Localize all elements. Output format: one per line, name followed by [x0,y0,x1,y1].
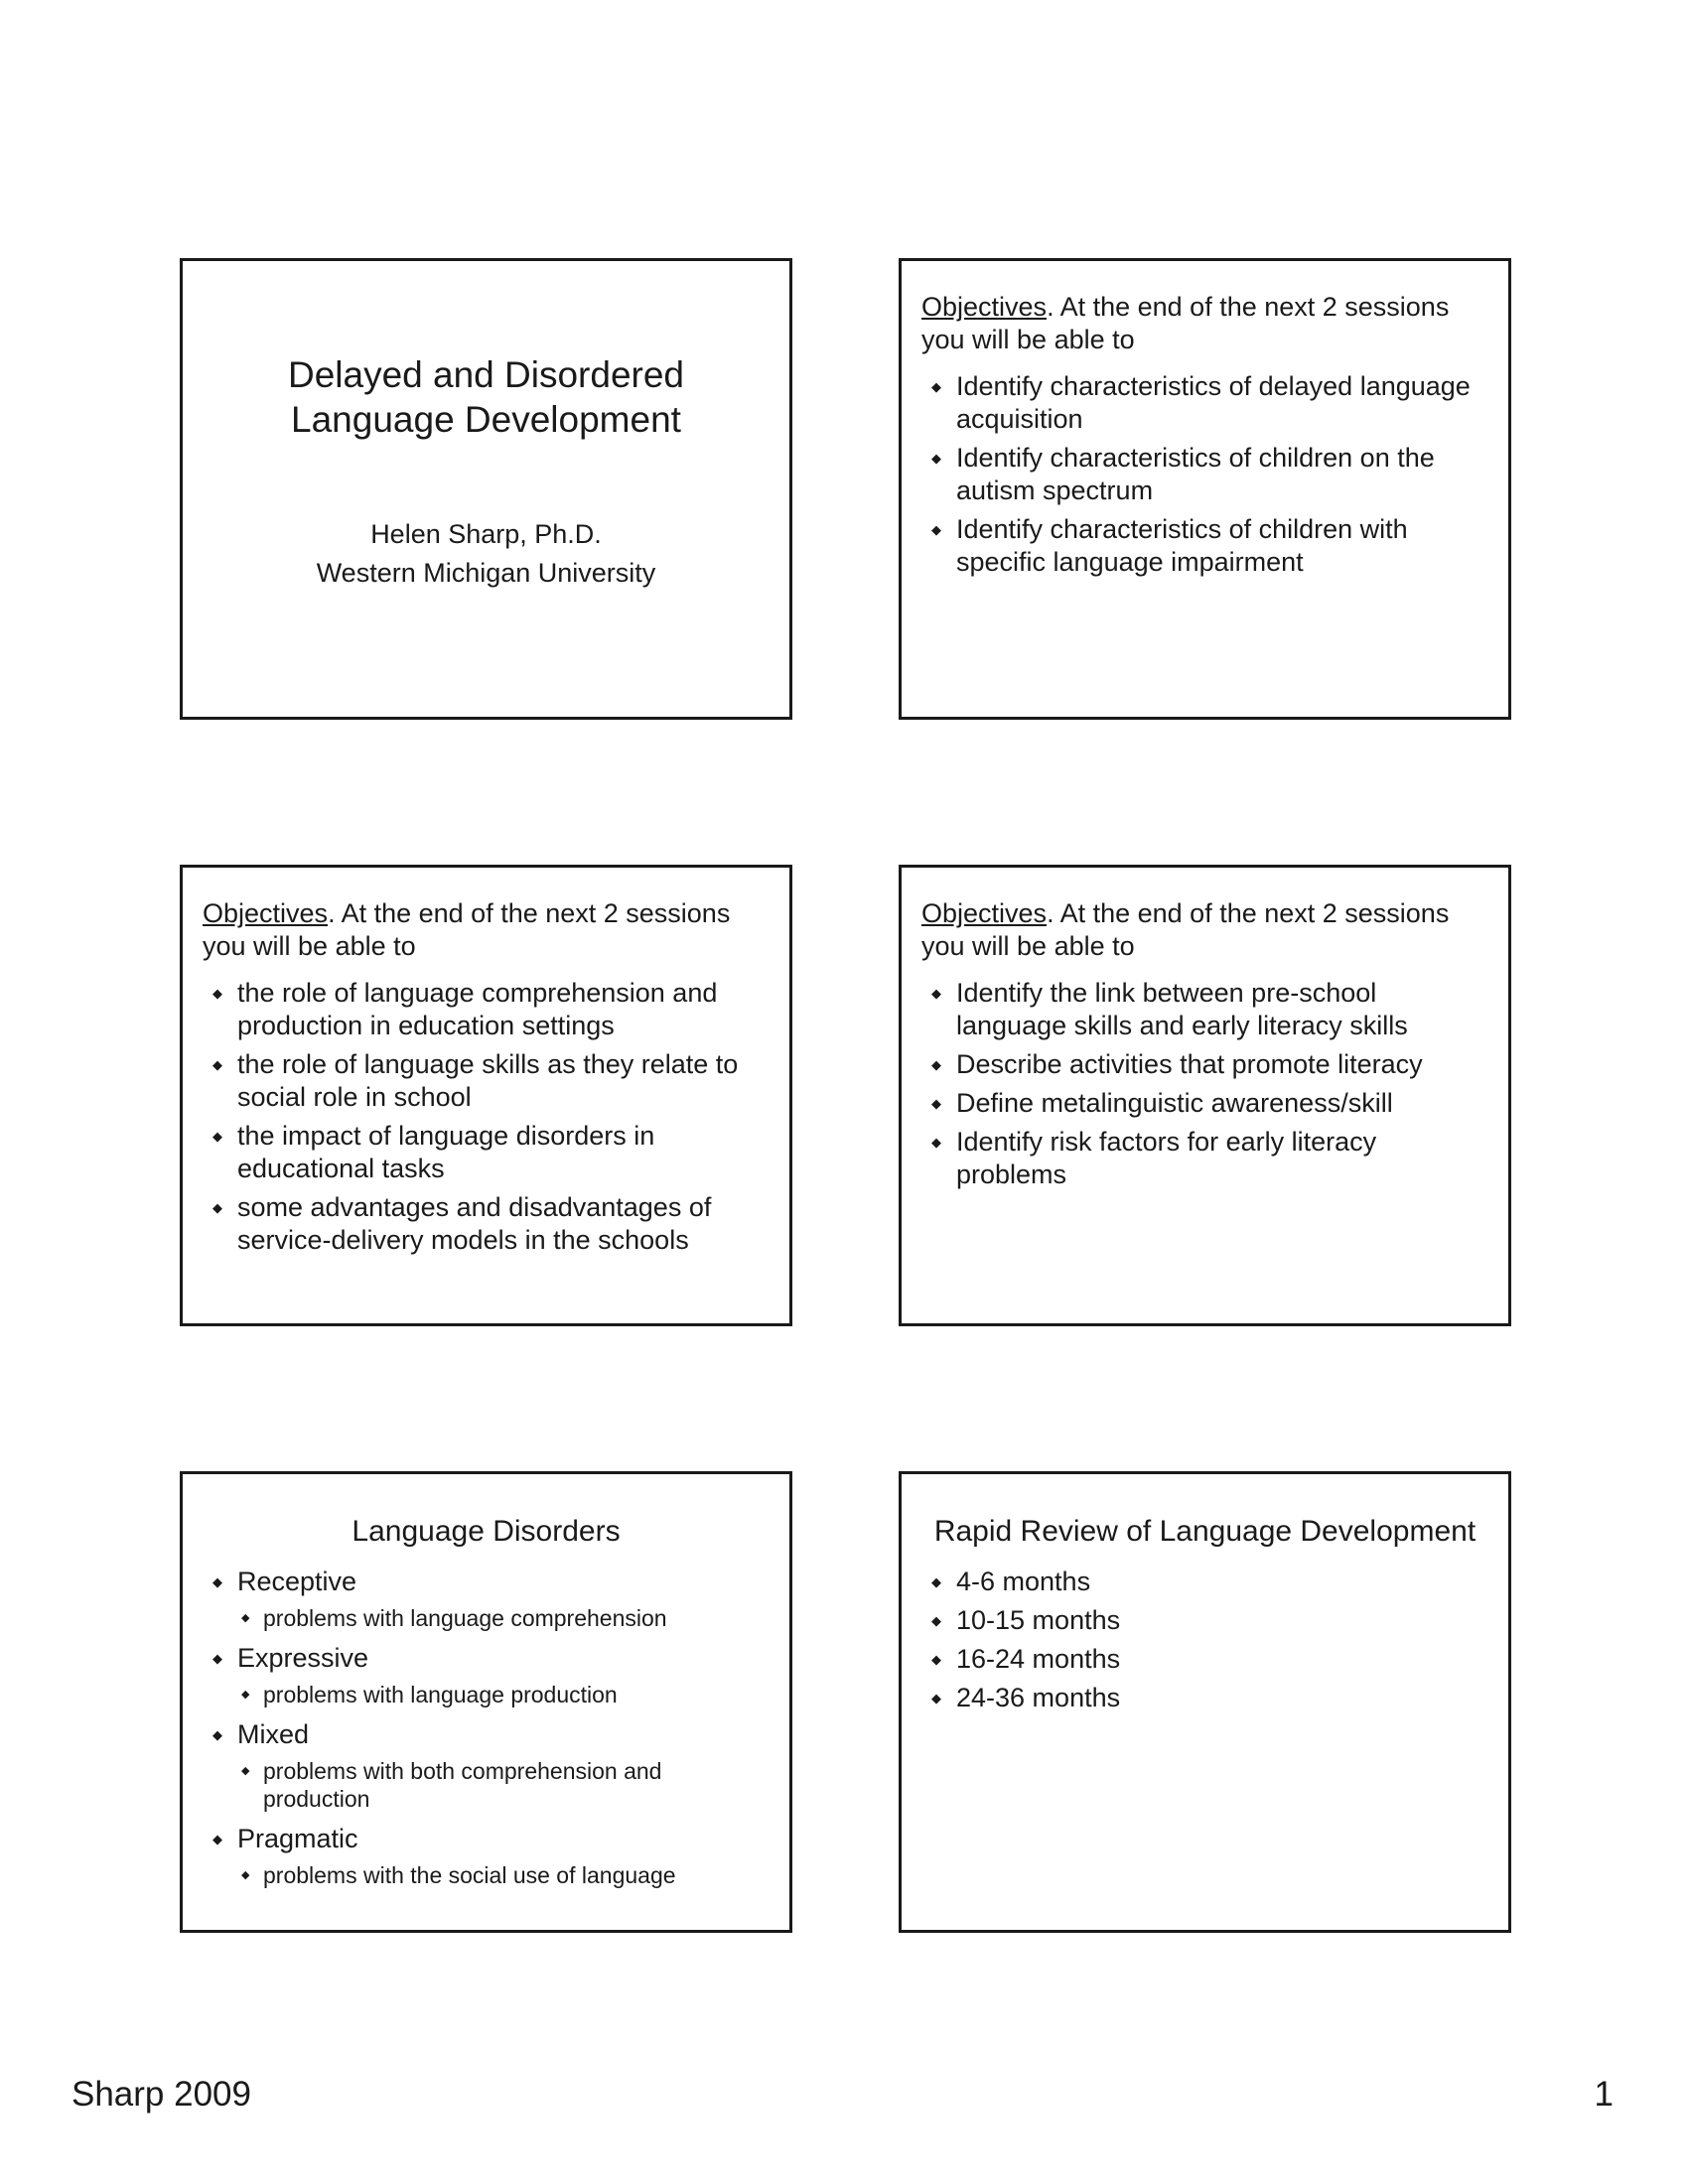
author-affiliation: Western Michigan University [316,558,656,588]
objectives-list [921,977,1488,1191]
sub-list [237,1861,770,1889]
slide-3-objectives [180,865,792,1326]
slide-5-language-disorders [180,1471,792,1933]
sub-list [237,1604,770,1632]
objectives-intro [203,897,770,963]
list-item: ◆ the role of language comprehension and production in education settings [203,977,770,1042]
objectives-intro-text: . At the end of the next 2 sessions you will be able to [921,292,1450,354]
presentation-title [203,352,770,442]
footer-author-year: Sharp 2009 [71,2075,251,2114]
sub-list-item: ◆ problems with language production [237,1681,770,1708]
sub-list-item: ◆ problems with the social use of language [237,1861,770,1889]
sub-list-item: ◆ problems with both comprehension and production [237,1757,770,1813]
objectives-label: Objectives [921,898,1048,928]
objectives-intro-text: . At the end of the next 2 sessions you will be able to [921,898,1450,961]
slide-1-title [180,258,792,720]
objectives-label: Objectives [203,898,329,928]
disorder-label: Mixed [237,1719,310,1749]
sub-list-item: ◆ problems with language comprehension [237,1604,770,1632]
objectives-intro [921,291,1488,356]
slide-2-objectives [899,258,1511,720]
list-item: ◆ 10-15 months [921,1604,1488,1637]
objectives-intro-text: . At the end of the next 2 sessions you will be able to [203,898,731,961]
disorder-label: Receptive [237,1567,357,1596]
list-item [203,1566,770,1632]
slide-heading: Rapid Review of Language Development [933,1515,1477,1548]
title-line-1: Delayed and Disordered [287,354,684,395]
author-name: Helen Sharp, Ph.D. [370,519,602,549]
age-ranges-list [921,1566,1488,1714]
list-item: ◆ the impact of language disorders in educational tasks [203,1120,770,1185]
list-item: ◆ Identify risk factors for early literacy problems [921,1126,1488,1191]
list-item: ◆ Define metalinguistic awareness/skill [921,1087,1488,1120]
author-block [203,515,770,593]
disorder-label: Pragmatic [237,1824,358,1853]
disorders-list [203,1566,770,1889]
disorder-label: Expressive [237,1643,369,1673]
list-item: ◆ 16-24 months [921,1643,1488,1676]
list-item: ◆ Identify characteristics of children on the autism spectrum [921,442,1488,507]
slide-4-objectives [899,865,1511,1326]
objectives-list [203,977,770,1257]
list-item [203,1718,770,1813]
list-item [203,1642,770,1708]
list-item: ◆ Describe activities that promote literacy [921,1048,1488,1081]
slide-6-rapid-review [899,1471,1511,1933]
objectives-list [921,370,1488,579]
list-item: ◆ Identify characteristics of delayed language acquisition [921,370,1488,436]
title-line-2: Language Development [291,399,681,440]
list-item: ◆ 4-6 months [921,1566,1488,1598]
list-item: ◆ some advantages and disadvantages of service-delivery models in the schools [203,1191,770,1257]
objectives-intro [921,897,1488,963]
sub-list [237,1681,770,1708]
sub-list [237,1757,770,1813]
list-item [203,1823,770,1889]
page-number: 1 [1594,2075,1614,2114]
list-item: ◆ Identify characteristics of children with specific language impairment [921,513,1488,579]
slide-heading: Language Disorders [352,1515,621,1548]
list-item: ◆ 24-36 months [921,1682,1488,1714]
list-item: ◆ Identify the link between pre-school language skills and early literacy skills [921,977,1488,1042]
list-item: ◆ the role of language skills as they relate to social role in school [203,1048,770,1114]
objectives-label: Objectives [921,292,1048,322]
